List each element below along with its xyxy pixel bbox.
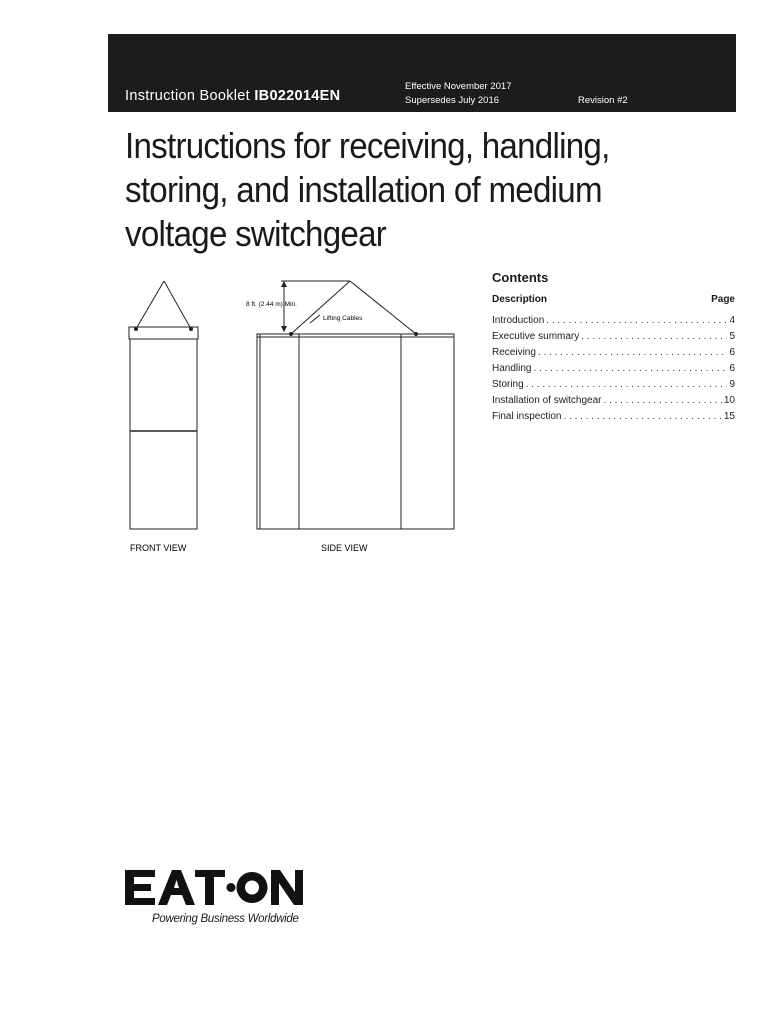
- toc-row[interactable]: [492, 315, 735, 331]
- toc-label: Installation of switchgear: [492, 395, 602, 406]
- side-view-label: SIDE VIEW: [321, 543, 368, 553]
- side-cable-left: [291, 281, 350, 334]
- contents-title: Contents: [492, 270, 549, 285]
- toc-row[interactable]: [492, 411, 735, 427]
- dimension-note: 8 ft. (2.44 m) Min.: [246, 301, 297, 308]
- toc-row[interactable]: [492, 331, 735, 347]
- effective-date: Effective November 2017: [405, 81, 512, 92]
- toc-row[interactable]: [492, 379, 735, 395]
- cables-label: Lifting Cables: [323, 315, 363, 322]
- front-cable-right: [164, 281, 191, 329]
- toc-row[interactable]: [492, 347, 735, 363]
- toc-label: Storing: [492, 379, 524, 390]
- contents-header: [492, 294, 735, 305]
- toc-page: 6: [729, 347, 735, 358]
- front-view-outline: [130, 329, 197, 529]
- toc-label: Receiving: [492, 347, 536, 358]
- col-page: Page: [711, 294, 735, 305]
- toc-page: 4: [729, 315, 735, 326]
- table-of-contents: [492, 270, 735, 427]
- supersedes-date: Supersedes July 2016: [405, 95, 500, 106]
- toc-page: 5: [729, 331, 735, 342]
- front-view-label: FRONT VIEW: [130, 543, 187, 553]
- booklet-id: Instruction Booklet IB022014EN: [125, 88, 341, 104]
- page-title: Instructions for receiving, handling, storing, and installation of medium voltage switchgear: [125, 125, 610, 254]
- side-cable-right: [350, 281, 416, 334]
- toc-row[interactable]: [492, 363, 735, 379]
- revision: Revision #2: [578, 95, 628, 106]
- toc-row[interactable]: [492, 395, 735, 411]
- front-view-top-rail: [129, 327, 198, 339]
- header-bar: [108, 34, 736, 112]
- toc-label: Handling: [492, 363, 532, 374]
- toc-page: 15: [723, 411, 735, 422]
- toc-page: 6: [729, 363, 735, 374]
- side-view-outline: [257, 334, 454, 529]
- toc-page: 10: [723, 395, 735, 406]
- toc-label: Final inspection: [492, 411, 562, 422]
- toc-page: 9: [729, 379, 735, 390]
- toc-label: Executive summary: [492, 331, 580, 342]
- front-cable-left: [136, 281, 164, 329]
- switchgear-lifting-diagram: [118, 268, 463, 560]
- toc-label: Introduction: [492, 315, 545, 326]
- col-description: Description: [492, 294, 548, 305]
- tagline: Powering Business Worldwide: [152, 913, 299, 925]
